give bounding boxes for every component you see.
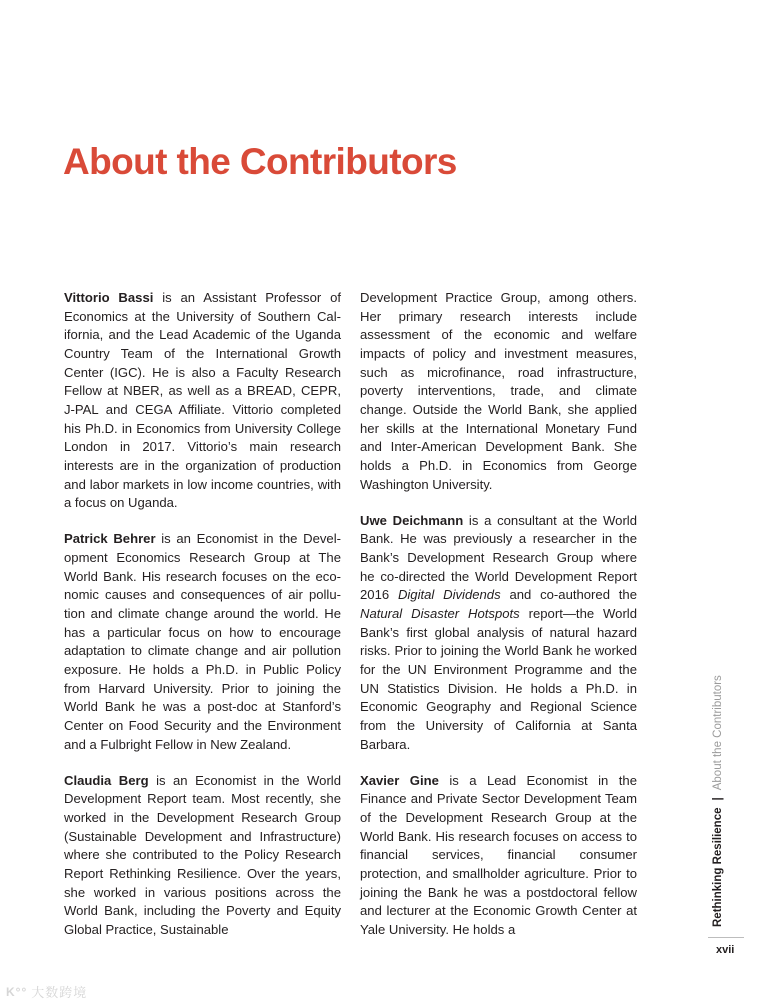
bio-text: is a consultant at the World Bank. He was previously a researcher in the Bank’s Development Research Group where he co-directed the World Development Report 2016 xyxy=(360,512,637,603)
report-title-italic: Natural Disaster Hotspots xyxy=(360,606,520,621)
contributor-bio-gine xyxy=(360,772,637,940)
bio-text: is an Economist in the World Development Report team. Most recently, she worked in the Development Research Group (Sustainable Development and Infrastructure) where she contributed to the Policy Research Report Rethinking Resilience. Over the years, she worked in various positions across the World Bank, including the Poverty and Equity Global Practice, Sustainable xyxy=(64,772,341,937)
bio-text: report—the World Bank’s first global analysis of natural hazard risks. Prior to joining the World Bank he worked for the UN Environment Programme and the UN Statistics Division. He holds a Ph.D. in Economic Geography and Regional Science from the University of California at Santa Barbara. xyxy=(360,606,637,752)
contributor-bio-bassi xyxy=(64,289,341,513)
page-number: xvii xyxy=(716,944,735,956)
watermark xyxy=(6,982,87,1001)
watermark-logo-icon: K°° xyxy=(6,984,28,999)
contributor-name: Vittorio Bassi xyxy=(64,290,154,305)
bio-text: is an Economist in the Development Economics Research Group at The World Bank. His research focuses on the economic causes and consequences of air pollution and climate change around the world. He has a particular focus on how to encourage adaptation to climate change and air pollution exposure. He holds a Ph.D. in Public Policy from Harvard University. Prior to joining the World Bank he was a post-doc at Stanford’s Center on Food Security and the Environment and a Fulbright Fellow in New Zealand. xyxy=(64,531,341,752)
contributor-name: Uwe Deichmann xyxy=(360,512,464,528)
contributor-bio-berg xyxy=(64,772,341,940)
contributor-name: Claudia Berg xyxy=(64,772,149,788)
running-head-separator: | xyxy=(712,797,724,801)
contributor-name: Xavier Gine xyxy=(360,772,439,788)
running-head xyxy=(708,647,728,927)
bio-text: Development Practice Group, among others. Her primary research interests include assessment of the economic and welfare impacts of policy and investment measures, such as microfinance, road infrastructure, poverty interventions, trade, and climate change. Outside the World Bank, she applied her skills at the International Monetary Fund and Inter-American Development Bank. She holds a Ph.D. in Economics from George Washington University. xyxy=(360,290,637,492)
left-column xyxy=(64,289,341,957)
page-number-rule xyxy=(708,937,744,938)
report-title-italic: Digital Dividends xyxy=(397,587,501,603)
contributor-bio-berg-continued xyxy=(360,289,637,494)
chapter-title: About the Contributors xyxy=(712,675,724,791)
bio-text: is a Lead Economist in the Finance and Private Sector Development Team of the Development Research Group at the World Bank. His research focuses on access to financial services, financial consumer protection, and smallholder agriculture. Prior to joining the Bank he was a postdoctoral fellow and lecturer at the Economic Growth Center at Yale University. He holds a xyxy=(360,772,637,937)
page-title: About the Contributors xyxy=(63,141,457,182)
right-column xyxy=(360,289,637,957)
contributor-name: Patrick Behrer xyxy=(64,531,156,547)
watermark-text: 大数跨境 xyxy=(31,985,88,1000)
contributor-bio-behrer xyxy=(64,530,341,754)
book-title: Rethinking Resilience xyxy=(712,807,724,927)
bio-text: is an Assistant Professor of Economics at the University of Southern California, and the Lead Academic of the Uganda Country Team of the International Growth Center (IGC). He is also a Faculty Research Fellow at NBER, as well as a BREAD, CEPR, J-PAL and CEGA Affiliate. Vittorio completed his Ph.D. in Economics from University College London in 2017. Vittorio’s main research interests are in the organization of production and labor markets in low income countries, with a focus on Uganda. xyxy=(64,290,341,511)
contributor-bio-deichmann xyxy=(360,512,637,755)
bio-text: and co-authored the xyxy=(500,587,637,603)
